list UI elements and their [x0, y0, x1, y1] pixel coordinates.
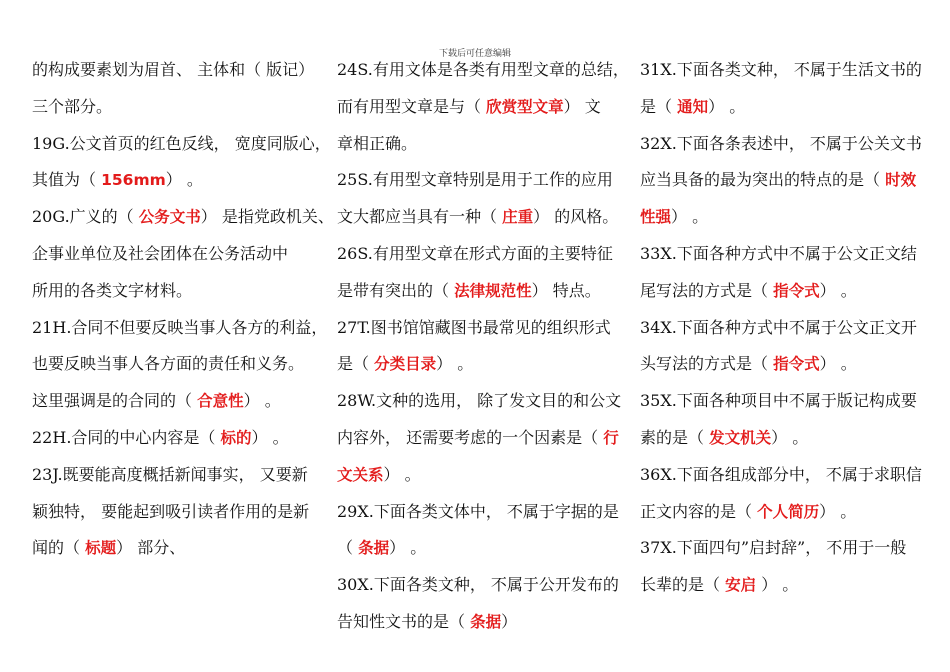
text-line	[640, 236, 930, 273]
text-line	[337, 604, 627, 641]
text-segment: ） 。	[819, 501, 857, 521]
text-line	[640, 199, 930, 236]
text-segment: 长辈的是（	[640, 575, 726, 595]
text-segment: 24S.有用文体是各类有用型文章的总结，	[337, 60, 629, 79]
text-segment: 也要反映当事人各方面的责任和义务。	[32, 354, 305, 374]
page-header: 下载后可任意编辑	[438, 49, 511, 59]
text-segment: 所用的各类文字材料。	[32, 280, 193, 300]
text-segment: 头写法的方式是（	[640, 354, 774, 374]
text-segment: 25S.有用型文章特别是用于工作的应用	[337, 170, 613, 190]
text-segment: ） 是指党政机关、	[200, 207, 334, 227]
text-line	[337, 236, 627, 273]
text-segment: （	[337, 538, 359, 558]
text-segment: 其值为（	[32, 170, 102, 190]
text-line	[32, 236, 322, 273]
text-line	[337, 567, 627, 604]
text-segment: 34X.下面各种方式中不属于公文正文开	[640, 317, 917, 337]
text-segment: ） 。	[819, 280, 857, 300]
text-segment: ） 。	[383, 464, 421, 484]
text-segment: 37X.下面四句”启封辞”， 不用于一般	[640, 538, 907, 558]
text-segment: 33X.下面各种方式中不属于公文正文结	[640, 243, 917, 263]
text-segment: 颖独特， 要能起到吸引读者作用的是新	[32, 501, 310, 521]
answer-text: 条据	[358, 539, 390, 558]
text-segment: 21H.合同不但要反映当事人各方的利益，	[32, 317, 328, 337]
text-segment: 企事业单位及社会团体在公务活动中	[32, 243, 289, 263]
text-line	[32, 52, 322, 89]
text-line	[640, 457, 930, 494]
text-segment: ） 。	[819, 354, 857, 374]
text-segment: 19G.公文首页的红色反线， 宽度同版心，	[32, 133, 331, 153]
text-line	[32, 420, 322, 457]
answer-text: 条据	[470, 612, 502, 631]
text-line	[32, 530, 322, 567]
text-segment: 而有用型文章是与（	[337, 96, 487, 116]
answer-text: 行	[603, 428, 619, 447]
text-line	[640, 162, 930, 199]
answer-text: 文关系	[337, 465, 384, 484]
text-segment: 文大都应当具有一种（	[337, 207, 503, 227]
text-segment: 告知性文书的是（	[337, 611, 471, 631]
answer-text: 分类目录	[374, 355, 437, 374]
text-line	[337, 126, 627, 163]
text-segment: 章相正确。	[337, 133, 418, 153]
text-segment: 26S.有用型文章在形式方面的主要特征	[337, 243, 613, 263]
answer-text: 指令式	[773, 281, 820, 300]
text-segment: ） 。	[165, 170, 203, 190]
text-line	[640, 346, 930, 383]
text-line	[337, 346, 627, 383]
text-segment: 这里强调是的合同的（	[32, 391, 198, 411]
text-line	[337, 383, 627, 420]
text-segment: 32X.下面各条表述中， 不属于公关文书	[640, 133, 922, 153]
text-segment: 内容外， 还需要考虑的一个因素是（	[337, 427, 604, 447]
answer-text: 欣赏型文章	[486, 97, 564, 116]
text-line	[32, 89, 322, 126]
text-line	[32, 383, 322, 420]
answer-text: 安启	[725, 576, 757, 595]
answer-text: 性强	[640, 208, 672, 227]
text-line	[32, 126, 331, 163]
text-line	[337, 89, 627, 126]
text-line	[32, 346, 322, 383]
answer-text: 个人简历	[757, 502, 820, 521]
text-line	[640, 310, 930, 347]
text-segment: 应当具备的最为突出的特点的是（	[640, 170, 886, 190]
text-column-2	[337, 52, 627, 641]
text-segment: ）	[501, 611, 518, 631]
text-segment: 的构成要素划为眉首、 主体和（ 版记）	[32, 60, 315, 79]
text-segment: 29X.下面各类文体中， 不属于字据的是	[337, 501, 619, 521]
text-line	[337, 273, 627, 310]
text-line	[640, 126, 930, 163]
text-line	[337, 420, 627, 457]
text-segment: ） 。	[708, 96, 746, 116]
text-segment: ） 特点。	[531, 280, 601, 300]
text-line	[640, 383, 930, 420]
text-line	[640, 567, 930, 604]
answer-text: 标题	[85, 539, 117, 558]
text-segment: 是（	[640, 96, 678, 116]
text-line	[337, 199, 627, 236]
text-line	[337, 52, 627, 89]
text-line	[337, 494, 627, 531]
text-segment: 22H.合同的中心内容是（	[32, 427, 221, 447]
answer-text: 庄重	[502, 208, 534, 227]
text-line	[337, 162, 627, 199]
text-line	[337, 310, 627, 347]
text-line	[640, 273, 930, 310]
text-segment: 27T.图书馆馆藏图书最常见的组织形式	[337, 317, 611, 337]
answer-text: 通知	[677, 97, 709, 116]
text-segment: 23J.既要能高度概括新闻事实， 又要新	[32, 464, 308, 484]
text-segment: ） 。	[771, 427, 809, 447]
text-segment: ） 。	[436, 354, 474, 374]
text-segment: ） 。	[251, 427, 289, 447]
text-line	[337, 457, 627, 494]
answer-text: 标的	[220, 428, 252, 447]
text-segment: ） 的风格。	[533, 207, 619, 227]
text-line	[32, 457, 322, 494]
text-column-3	[640, 52, 930, 604]
text-segment: ） 文	[563, 96, 601, 116]
text-segment: 三个部分。	[32, 96, 113, 116]
text-segment: 36X.下面各组成部分中， 不属于求职信	[640, 464, 922, 484]
answer-text: 时效	[885, 171, 917, 190]
text-line	[32, 273, 322, 310]
text-line	[640, 420, 930, 457]
text-segment: ） 部分、	[116, 538, 186, 558]
text-segment: 31X.下面各类文种， 不属于生活文书的	[640, 60, 922, 79]
answer-text: 法律规范性	[454, 281, 532, 300]
text-line	[640, 89, 930, 126]
text-segment: ） 。	[756, 575, 799, 595]
text-column-1	[32, 52, 334, 567]
text-line	[640, 494, 930, 531]
answer-text: 发文机关	[709, 428, 772, 447]
text-segment: 素的是（	[640, 427, 710, 447]
text-line	[32, 199, 334, 236]
text-segment: 35X.下面各种项目中不属于版记构成要	[640, 391, 917, 411]
text-segment: 是（	[337, 354, 375, 374]
text-segment: 28W.文种的选用， 除了发文目的和公文	[337, 391, 622, 411]
text-line	[337, 530, 627, 567]
text-segment: 正文内容的是（	[640, 501, 758, 521]
answer-text: 公务文书	[138, 208, 201, 227]
text-line	[32, 494, 322, 531]
text-line	[640, 530, 930, 567]
text-segment: ） 。	[671, 207, 709, 227]
answer-text: 156mm	[101, 171, 166, 190]
text-line	[32, 310, 328, 347]
text-segment: 是带有突出的（	[337, 280, 455, 300]
text-segment: 30X.下面各类文种， 不属于公开发布的	[337, 575, 619, 595]
text-segment: 20G.广义的（	[32, 207, 139, 227]
text-segment: 尾写法的方式是（	[640, 280, 774, 300]
text-segment: 闻的（	[32, 538, 86, 558]
answer-text: 合意性	[197, 392, 244, 411]
text-line	[640, 52, 930, 89]
text-segment: ） 。	[243, 391, 281, 411]
text-segment: ） 。	[389, 538, 427, 558]
text-line	[32, 162, 322, 199]
answer-text: 指令式	[773, 355, 820, 374]
